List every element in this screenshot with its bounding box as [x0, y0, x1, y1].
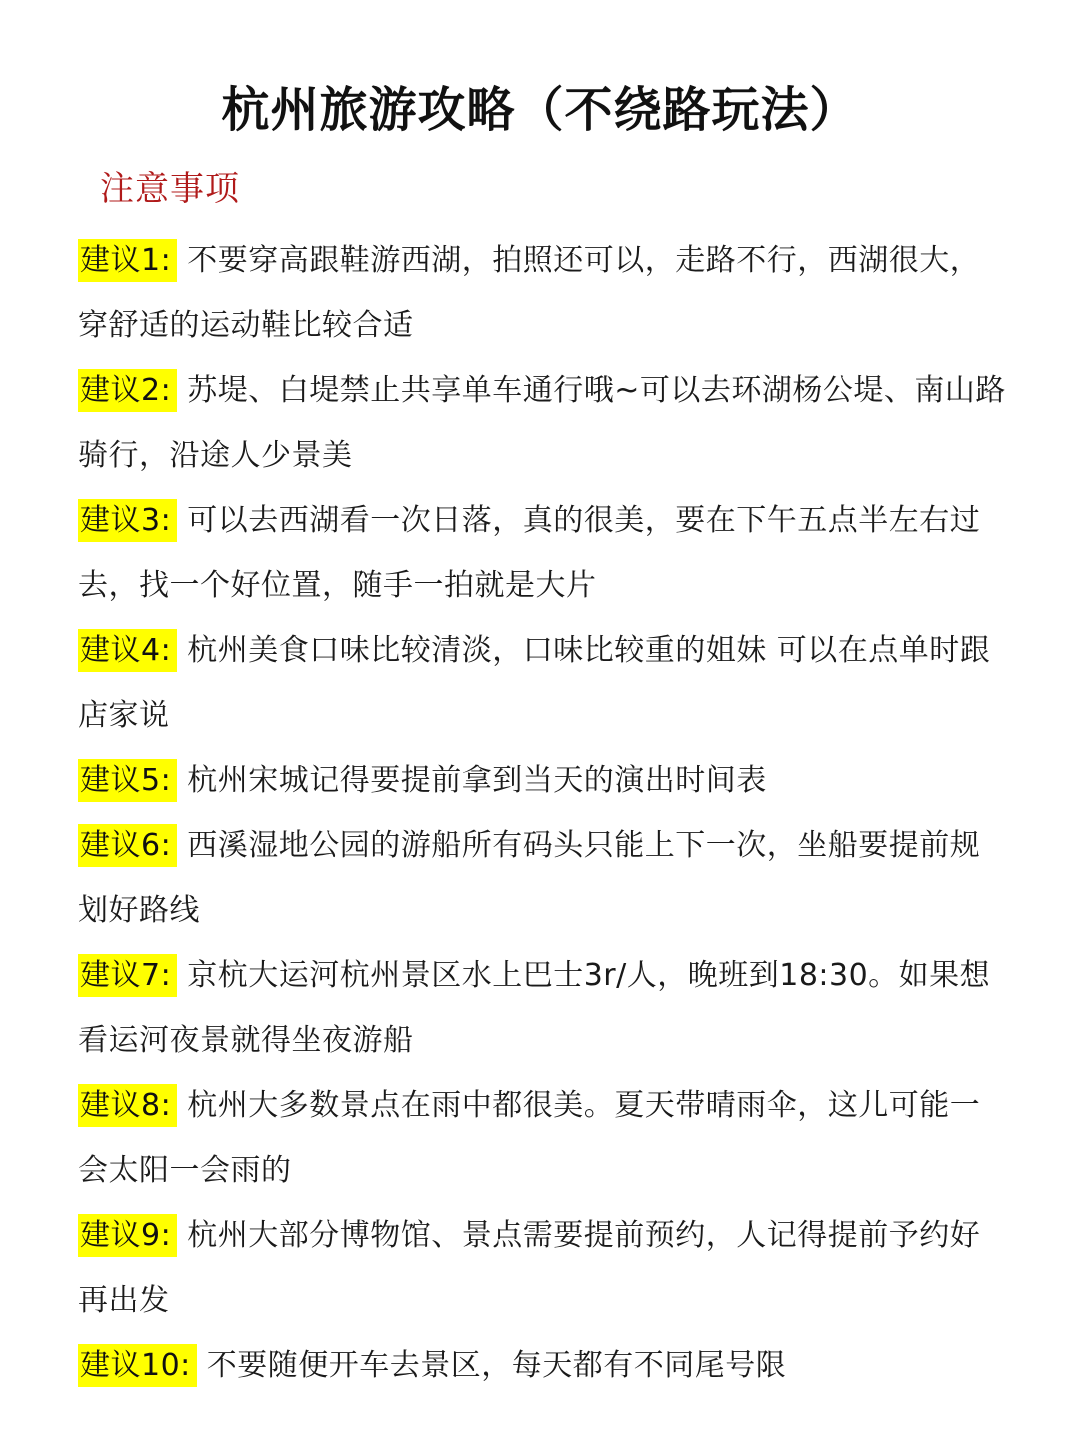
tip-item-2 [78, 358, 1008, 488]
tip-label: 建议7: [78, 954, 177, 997]
tip-text: 不要穿高跟鞋游西湖，拍照还可以，走路不行，西湖很大，穿舒适的运动鞋比较合适 [78, 243, 981, 343]
tip-label: 建议1: [78, 239, 177, 282]
tips-list [78, 228, 1008, 1398]
tip-label: 建议4: [78, 629, 177, 672]
tip-item-9 [78, 1203, 1008, 1333]
tip-item-1 [78, 228, 1008, 358]
tip-text: 杭州宋城记得要提前拿到当天的演出时间表 [187, 763, 767, 798]
tip-text: 京杭大运河杭州景区水上巴士3r/人，晚班到18:30。如果想看运河夜景就得坐夜游船 [78, 958, 991, 1058]
tip-item-8 [78, 1073, 1008, 1203]
tip-text: 不要随便开车去景区，每天都有不同尾号限 [206, 1348, 787, 1383]
tip-label: 建议10: [78, 1344, 197, 1387]
tip-item-7 [78, 943, 1008, 1073]
tip-text: 杭州美食口味比较清淡，口味比较重的姐妹 可以在点单时跟店家说 [78, 633, 991, 733]
tip-text: 西溪湿地公园的游船所有码头只能上下一次，坐船要提前规划好路线 [78, 828, 981, 928]
tip-text: 杭州大部分博物馆、景点需要提前预约，人记得提前予约好再出发 [78, 1218, 981, 1318]
tip-label: 建议2: [78, 369, 177, 412]
tip-label: 建议3: [78, 499, 177, 542]
tip-label: 建议6: [78, 824, 177, 867]
tip-item-4 [78, 618, 1008, 748]
tip-label: 建议9: [78, 1214, 177, 1257]
section-heading: 注意事项 [100, 169, 240, 209]
tip-label: 建议8: [78, 1084, 177, 1127]
tip-label: 建议5: [78, 759, 177, 802]
tip-text: 苏堤、白堤禁止共享单车通行哦~可以去环湖杨公堤、南山路骑行，沿途人少景美 [78, 373, 1006, 473]
tip-item-10 [78, 1333, 1008, 1398]
tip-text: 可以去西湖看一次日落，真的很美，要在下午五点半左右过去，找一个好位置，随手一拍就是大片 [78, 503, 981, 603]
tip-text: 杭州大多数景点在雨中都很美。夏天带晴雨伞，这儿可能一会太阳一会雨的 [78, 1088, 981, 1188]
tip-item-5 [78, 748, 1008, 813]
page-title: 杭州旅游攻略（不绕路玩法） [221, 82, 859, 138]
tip-item-3 [78, 488, 1008, 618]
tip-item-6 [78, 813, 1008, 943]
